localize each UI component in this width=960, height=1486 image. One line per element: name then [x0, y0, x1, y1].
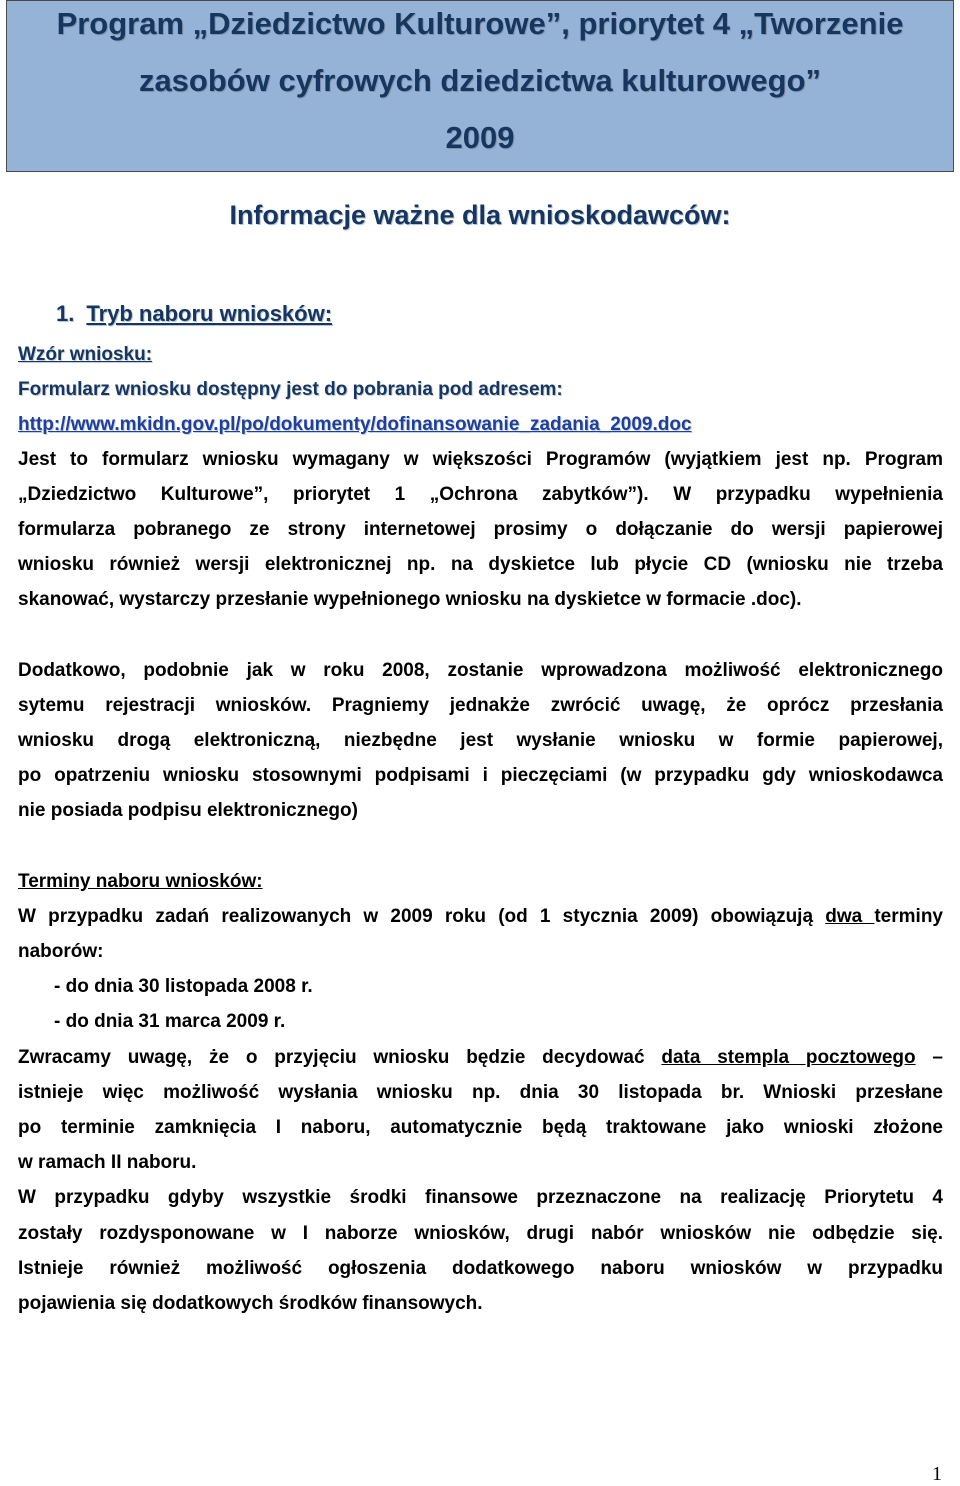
paragraph-1-line-5: skanować, wystarczy przesłanie wypełnionego wniosku na dyskietce w formacie .doc).	[18, 589, 802, 610]
page-subtitle: Informacje ważne dla wnioskodawców:	[229, 200, 731, 230]
section-heading	[56, 298, 332, 330]
paragraph-2-line-5: nie posiada podpisu elektronicznego)	[18, 800, 358, 821]
paragraph-4-line-1: W przypadku gdyby wszystkie środki finansowe przeznaczone na realizację Priorytetu 4	[18, 1187, 943, 1208]
paragraph-1-line-2: „Dziedzictwo Kulturowe”, priorytet 1 „Ochrona zabytków”). W przypadku wypełnienia	[18, 484, 943, 505]
form-label: Wzór wniosku:	[18, 344, 153, 365]
deadline-1: - do dnia 30 listopada 2008 r.	[54, 976, 313, 997]
form-download-link-line	[18, 407, 948, 442]
paragraph-4-line-3: Istnieje również możliwość ogłoszenia dodatkowego naboru wniosków w przypadku	[18, 1258, 943, 1279]
paragraph-1-line-4: wniosku również wersji elektronicznej np. na dyskietce lub płycie CD (wniosku nie trzeba	[18, 554, 943, 575]
terms-intro-line-2: naborów:	[18, 941, 104, 962]
paragraph-3-line-2: istnieje więc możliwość wysłania wniosku np. dnia 30 listopada br. Wnioski przesłane	[18, 1082, 943, 1103]
paragraph-2-line-1: Dodatkowo, podobnie jak w roku 2008, zostanie wprowadzona możliwość elektronicznego	[18, 660, 943, 681]
form-availability-text: Formularz wniosku dostępny jest do pobrania pod adresem:	[18, 379, 563, 400]
paragraph-3-line-3: po terminie zamknięcia I naboru, automatycznie będą traktowane jako wnioski złożone	[18, 1117, 943, 1138]
page-number: 1	[932, 1463, 942, 1485]
section-number: 1.	[56, 301, 75, 326]
section-title: Tryb naboru wniosków:	[86, 301, 333, 326]
paragraph-4-line-2: zostały rozdysponowane w I naborze wniosków, drugi nabór wniosków nie odbędzie się.	[18, 1223, 943, 1244]
title-banner	[6, 0, 954, 172]
terms-intro-line-1: W przypadku zadań realizowanych w 2009 roku (od 1 stycznia 2009) obowiązują dwa terminy	[18, 906, 943, 927]
paragraph-3-line-1: Zwracamy uwagę, że o przyjęciu wniosku będzie decydować data stempla pocztowego –	[18, 1047, 943, 1068]
paragraph-1-line-1: Jest to formularz wniosku wymagany w większości Programów (wyjątkiem jest np. Program	[18, 449, 943, 470]
title-line-2: zasobów cyfrowych dziedzictwa kulturowego”	[138, 63, 822, 98]
form-download-link[interactable]: http://www.mkidn.gov.pl/po/dokumenty/dofinansowanie_zadania_2009.doc	[18, 414, 692, 435]
paragraph-1-line-3: formularza pobranego ze strony internetowej prosimy o dołączanie do wersji papierowej	[18, 519, 943, 540]
title-line-1: Program „Dziedzictwo Kulturowe”, priorytet 4 „Tworzenie	[56, 6, 904, 41]
paragraph-2-line-4: po opatrzeniu wniosku stosownymi podpisami i pieczęciami (w przypadku gdy wnioskodawca	[18, 765, 943, 786]
terms-heading: Terminy naboru wniosków:	[18, 871, 263, 892]
paragraph-4-line-4: pojawienia się dodatkowych środków finansowych.	[18, 1293, 483, 1314]
title-year: 2009	[445, 120, 515, 155]
paragraph-3-line-4: w ramach II naboru.	[18, 1152, 197, 1173]
paragraph-2-line-2: sytemu rejestracji wniosków. Pragniemy jednakże zwrócić uwagę, że oprócz przesłania	[18, 695, 943, 716]
deadline-2: - do dnia 31 marca 2009 r.	[54, 1011, 286, 1032]
paragraph-2-line-3: wniosku drogą elektroniczną, niezbędne jest wysłanie wniosku w formie papierowej,	[18, 730, 943, 751]
